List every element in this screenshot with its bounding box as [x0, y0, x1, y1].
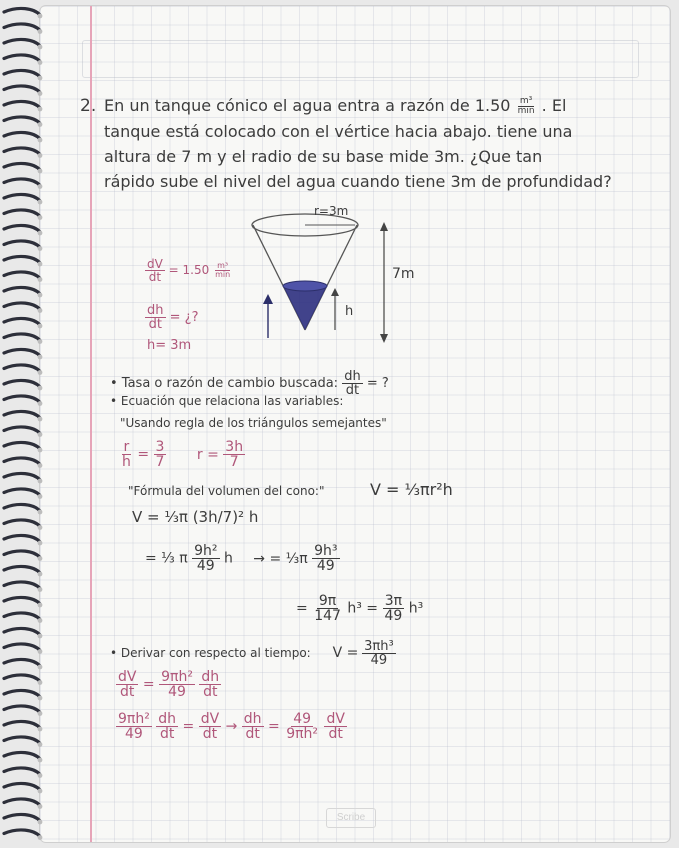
- punch-hole: [38, 634, 43, 639]
- spiral-coil: [4, 458, 40, 465]
- punch-hole: [38, 29, 43, 34]
- derive-label: • Derivar con respecto al tiempo: V = $\frac{\text{3πh³}}{49}$: [110, 639, 394, 668]
- punch-hole: [38, 448, 43, 453]
- spiral-coil: [4, 349, 40, 356]
- ratio-equation: $\frac{r}{h}$ = $\frac{3}{7}$ r = $\frac{3h}{7}$: [122, 439, 244, 470]
- punch-hole: [38, 60, 43, 65]
- spiral-coil: [4, 303, 40, 310]
- punch-hole: [38, 541, 43, 546]
- spiral-coil: [4, 55, 40, 62]
- spiral-coil: [4, 380, 40, 387]
- h-label: h: [345, 304, 354, 319]
- radius-label: r=3m: [314, 204, 349, 218]
- volume-formula-label: "Fórmula del volumen del cono:": [128, 484, 325, 498]
- punch-hole: [38, 76, 43, 81]
- punch-hole: [38, 556, 43, 561]
- spiral-coil: [4, 783, 40, 790]
- punch-hole: [38, 293, 43, 298]
- water-depth-arrow-head: [331, 288, 339, 296]
- derivative-step-2: $\frac{\text{9πh²}}{49}$ $\frac{dh}{dt}$ = $\frac{dV}{dt}$ → $\frac{dh}{dt}$ = $\frac{49}{\text{9πh²}}$ $\frac{dV}{dt}$: [118, 711, 345, 742]
- punch-hole: [38, 618, 43, 623]
- spiral-coil: [4, 427, 40, 434]
- punch-hole: [38, 231, 43, 236]
- punch-hole: [38, 711, 43, 716]
- simplify-step-2: = $\frac{9\pi}{147}$ h³ = $\frac{3\pi}{49}$ h³: [296, 593, 424, 624]
- spiral-coil: [4, 39, 40, 46]
- spiral-coil: [4, 768, 40, 775]
- water-volume: [283, 286, 327, 330]
- spiral-coil: [4, 737, 40, 744]
- punch-hole: [38, 122, 43, 127]
- spiral-coil: [4, 752, 40, 759]
- spiral-coil: [4, 210, 40, 217]
- header-band: [82, 40, 639, 78]
- punch-hole: [38, 91, 43, 96]
- spiral-coil: [4, 163, 40, 170]
- spiral-coil: [4, 101, 40, 108]
- spiral-coil: [4, 117, 40, 124]
- given-dh: $\frac{dh}{dt}$ = ¿?: [147, 303, 199, 332]
- margin-line: [90, 6, 92, 842]
- spiral-coil: [4, 241, 40, 248]
- punch-hole: [38, 789, 43, 794]
- punch-hole: [38, 14, 43, 19]
- punch-hole: [38, 727, 43, 732]
- punch-hole: [38, 215, 43, 220]
- punch-hole: [38, 696, 43, 701]
- punch-hole: [38, 339, 43, 344]
- punch-hole: [38, 572, 43, 577]
- spiral-coil: [4, 318, 40, 325]
- spiral-coil: [4, 334, 40, 341]
- punch-hole: [38, 835, 43, 840]
- height-arrow-head-top: [380, 222, 388, 231]
- problem-number: 2.: [80, 96, 97, 116]
- height-arrow-head-bottom: [380, 334, 388, 343]
- punch-hole: [38, 525, 43, 530]
- punch-hole: [38, 370, 43, 375]
- rate-sought: • Tasa o razón de cambio buscada: $\frac{dh}{dt}$ = ?: [110, 369, 389, 398]
- simplify-step-1: = ⅓ π $\frac{\text{9h²}}{49}$ h → = ⅓π $\frac{\text{9h³}}{49}$: [145, 543, 338, 574]
- punch-hole: [38, 200, 43, 205]
- spiral-coil: [4, 256, 40, 263]
- spiral-coil: [4, 179, 40, 186]
- problem-line-1: En un tanque cónico el agua entra a razón de 1.50 $\frac{\text{m³}}{\min}$ . El: [104, 96, 567, 116]
- given-dV: $\frac{dV}{dt}$ = 1.50 $\frac{\text{m³}}{\min}$: [147, 257, 231, 284]
- spiral-coil: [4, 442, 40, 449]
- spiral-coil: [4, 287, 40, 294]
- spiral-coil: [4, 551, 40, 558]
- punch-hole: [38, 432, 43, 437]
- spiral-coil: [4, 535, 40, 542]
- similar-triangles-note: "Usando regla de los triángulos semejantes": [120, 416, 387, 430]
- problem-line-4: rápido sube el nivel del agua cuando tiene 3m de profundidad?: [104, 172, 612, 191]
- punch-hole: [38, 153, 43, 158]
- height-label: 7m: [392, 266, 415, 282]
- brand-logo: Scribe: [326, 808, 376, 828]
- derivative-step-1: $\frac{dV}{dt}$ = $\frac{\text{9πh²}}{49}$ $\frac{dh}{dt}$: [118, 669, 220, 700]
- spiral-coil: [4, 830, 40, 837]
- punch-hole: [38, 820, 43, 825]
- punch-hole: [38, 401, 43, 406]
- problem-line-3: altura de 7 m y el radio de su base mide 3m. ¿Que tan: [104, 147, 543, 166]
- spiral-coil: [4, 644, 40, 651]
- spiral-coil: [4, 272, 40, 279]
- punch-hole: [38, 758, 43, 763]
- punch-hole: [38, 479, 43, 484]
- spiral-coil: [4, 225, 40, 232]
- punch-hole: [38, 308, 43, 313]
- spiral-coil: [4, 721, 40, 728]
- problem-line-2: tanque está colocado con el vértice hacia abajo. tiene una: [104, 122, 573, 141]
- punch-hole: [38, 804, 43, 809]
- spiral-coil: [4, 706, 40, 713]
- punch-hole: [38, 494, 43, 499]
- punch-hole: [38, 649, 43, 654]
- spiral-coil: [4, 520, 40, 527]
- punch-hole: [38, 603, 43, 608]
- spiral-coil: [4, 675, 40, 682]
- spiral-coil: [4, 566, 40, 573]
- punch-hole: [38, 463, 43, 468]
- punch-hole: [38, 417, 43, 422]
- spiral-coil: [4, 148, 40, 155]
- spiral-coil: [4, 24, 40, 31]
- spiral-coil: [4, 489, 40, 496]
- punch-hole: [38, 680, 43, 685]
- spiral-coil: [4, 70, 40, 77]
- spiral-coil: [4, 597, 40, 604]
- volume-substitution: V = ⅓π (3h/7)² h: [132, 508, 259, 526]
- spiral-coil: [4, 365, 40, 372]
- spiral-coil: [4, 799, 40, 806]
- punch-hole: [38, 773, 43, 778]
- punch-hole: [38, 355, 43, 360]
- punch-hole: [38, 510, 43, 515]
- spiral-coil: [4, 628, 40, 635]
- spiral-coil: [4, 504, 40, 511]
- spiral-coil: [4, 582, 40, 589]
- spiral-coil: [4, 690, 40, 697]
- punch-hole: [38, 262, 43, 267]
- spiral-coil: [4, 396, 40, 403]
- given-h: h= 3m: [147, 338, 192, 353]
- spiral-coil: [4, 8, 40, 15]
- relation-label: • Ecuación que relaciona las variables:: [110, 394, 344, 408]
- spiral-coil: [4, 194, 40, 201]
- punch-hole: [38, 107, 43, 112]
- punch-hole: [38, 184, 43, 189]
- spiral-coil: [4, 613, 40, 620]
- spiral-coil: [4, 86, 40, 93]
- volume-formula: V = ⅓πr²h: [370, 480, 453, 499]
- spiral-coil: [4, 814, 40, 821]
- punch-hole: [38, 138, 43, 143]
- punch-hole: [38, 324, 43, 329]
- punch-hole: [38, 45, 43, 50]
- punch-hole: [38, 277, 43, 282]
- punch-hole: [38, 169, 43, 174]
- punch-hole: [38, 742, 43, 747]
- spiral-binding: [0, 0, 44, 848]
- rising-arrow-head: [263, 294, 273, 304]
- spiral-coil: [4, 659, 40, 666]
- punch-hole: [38, 587, 43, 592]
- spiral-coil: [4, 132, 40, 139]
- punch-hole: [38, 665, 43, 670]
- punch-hole: [38, 386, 43, 391]
- spiral-coil: [4, 473, 40, 480]
- punch-hole: [38, 246, 43, 251]
- water-surface: [283, 281, 327, 291]
- spiral-coil: [4, 411, 40, 418]
